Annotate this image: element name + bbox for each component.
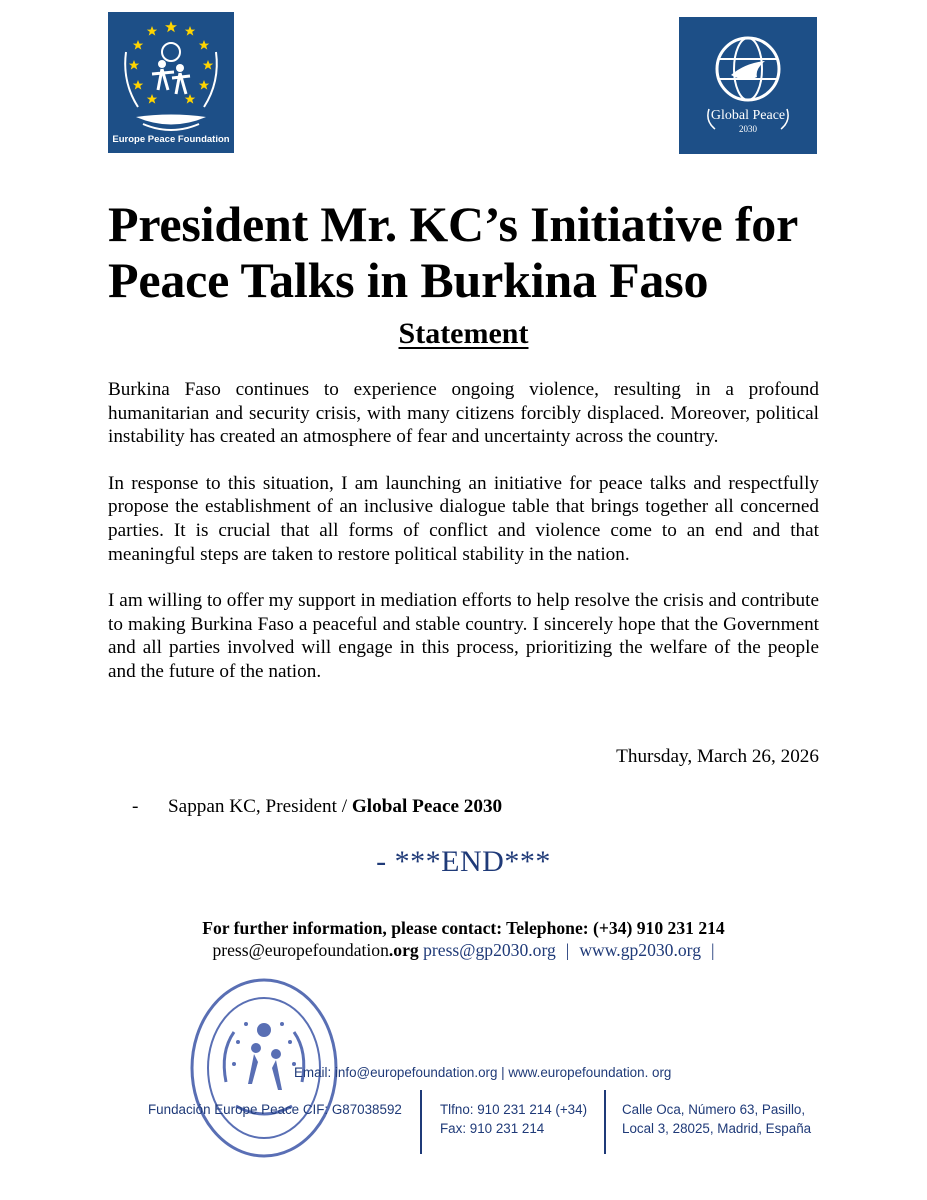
- contact-block: [0, 917, 927, 961]
- paragraph-3: I am willing to offer my support in mediation efforts to help resolve the crisis and contribute to making Burkina Faso a peaceful and stable country. I sincerely hope that the Government and all parties involved will engage in this process, prioritizing the welfare of the people and the future of the nation.: [108, 590, 819, 682]
- signature-line: [132, 795, 502, 819]
- footer-fax: Fax: 910 231 214: [440, 1121, 545, 1136]
- footer-address-2: Local 3, 28025, Madrid, España: [622, 1121, 812, 1136]
- end-marker: - ***END***: [376, 845, 551, 878]
- contact-links-line: [0, 939, 927, 961]
- footer-phone: Tlfno: 910 231 214 (+34): [440, 1102, 588, 1117]
- contact-telephone-line: For further information, please contact: Telephone: (+34) 910 231 214: [202, 918, 725, 938]
- left-logo-caption: Europe Peace Foundation: [112, 134, 230, 145]
- document-subtitle: [0, 314, 927, 354]
- europe-peace-foundation-emblem-icon: [108, 12, 234, 153]
- signature-name: Sappan KC, President /: [168, 796, 352, 817]
- statement-date: Thursday, March 26, 2026: [616, 746, 819, 767]
- paragraph-1: Burkina Faso continues to experience ongoing violence, resulting in a profound humanitarian and security crisis, with many citizens forcibly displaced. Moreover, political instability has created an atmosphere of fear and uncertainty across the country.: [108, 379, 819, 448]
- signature-organization: Global Peace 2030: [351, 796, 503, 817]
- footer-foundation: Fundación Europe Peace CIF: G87038592: [148, 1102, 402, 1117]
- footer-phone-fax: [440, 1100, 587, 1138]
- footer-email-line: Email: info@europefoundation.org | www.europefoundation. org: [294, 1065, 672, 1080]
- europe-peace-foundation-logo: [108, 12, 234, 153]
- statement-label: Statement: [398, 317, 529, 350]
- email-link-europefoundation[interactable]: press@europefoundation.org: [212, 940, 419, 960]
- footer-divider-2: [604, 1090, 606, 1154]
- paragraph-2: In response to this situation, I am launching an initiative for peace talks and respectfully propose the establishment of an inclusive dialogue table that brings together all concerned parties. It is crucial that all forms of conflict and violence come to an end and that meaningful steps are taken to restore political stability in the nation.: [108, 472, 819, 565]
- footer-address-1: Calle Oca, Número 63, Pasillo,: [622, 1102, 806, 1117]
- email-link-gp2030[interactable]: press@gp2030.org: [423, 940, 556, 960]
- document-title: President Mr. KC’s Initiative for Peace Talks in Burkina Faso: [108, 196, 799, 308]
- separator-trailing: |: [711, 940, 715, 960]
- global-peace-2030-logo: [679, 17, 817, 154]
- right-logo-year: 2030: [739, 124, 757, 134]
- footer-divider-1: [420, 1090, 422, 1154]
- separator: |: [565, 940, 570, 960]
- signature-bullet: -: [132, 796, 139, 817]
- footer-address: [622, 1100, 811, 1138]
- website-link[interactable]: www.gp2030.org: [579, 940, 702, 960]
- right-logo-caption: Global Peace: [710, 108, 786, 123]
- statement-body: [108, 378, 819, 684]
- globe-dove-emblem-icon: [679, 17, 817, 154]
